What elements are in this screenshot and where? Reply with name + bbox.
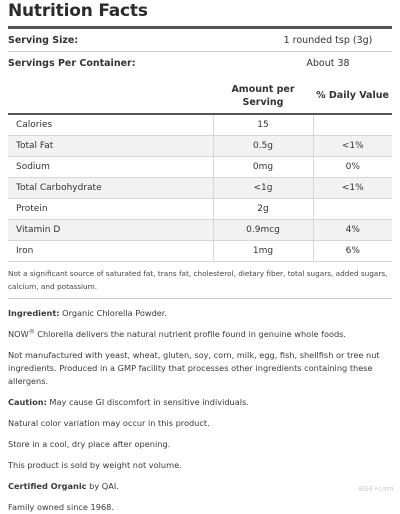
- storage-paragraph: Store in a cool, dry place after opening.: [8, 438, 171, 449]
- nutrient-dv: [313, 114, 392, 135]
- nutrient-dv: 6%: [313, 240, 392, 261]
- certified-text: by QAI.: [86, 480, 119, 491]
- nutrient-dv: <1%: [313, 177, 392, 198]
- caution-text: May cause GI discomfort in sensitive individuals.: [46, 396, 249, 407]
- nutrient-dv: <1%: [313, 135, 392, 156]
- amount-header: [213, 78, 313, 114]
- brand-name: NOW: [8, 328, 29, 339]
- nutrient-amount: 15: [213, 114, 313, 135]
- amount-header-line2: Serving: [242, 96, 284, 108]
- caution-label: Caution:: [8, 396, 47, 407]
- nutrient-name: Iron: [8, 240, 213, 261]
- servings-per-container-value: About 38: [306, 57, 350, 69]
- nutrient-dv: [313, 198, 392, 219]
- ingredient-paragraph: [8, 307, 392, 320]
- serving-size-label: Serving Size:: [8, 34, 79, 46]
- now-description-text: Chlorella delivers the natural nutrient profile found in genuine whole foods.: [34, 328, 347, 339]
- amount-header-line1: Amount per: [231, 83, 295, 95]
- family-paragraph: Family owned since 1968.: [8, 501, 114, 512]
- certified-paragraph: [8, 480, 392, 493]
- nutrient-amount: 2g: [213, 198, 313, 219]
- table-row: [8, 219, 392, 240]
- serving-size-value: 1 rounded tsp (3g): [283, 34, 373, 46]
- weight-paragraph: This product is sold by weight not volume.: [8, 459, 182, 470]
- nutrient-name: Vitamin D: [8, 219, 213, 240]
- table-row: [8, 135, 392, 156]
- nutrient-amount: 0.9mcg: [213, 219, 313, 240]
- ingredient-label: Ingredient:: [8, 307, 60, 318]
- now-description-paragraph: [8, 328, 392, 341]
- nutrient-amount: 1mg: [213, 240, 313, 261]
- nutrition-table: [8, 78, 392, 262]
- color-variation-paragraph: Natural color variation may occur in this product.: [8, 417, 210, 428]
- caution-paragraph: [8, 396, 392, 409]
- nutrient-name: Total Fat: [8, 135, 213, 156]
- nutrition-facts-title: Nutrition Facts: [8, 1, 148, 21]
- serving-size-row: [8, 29, 392, 51]
- table-row: [8, 177, 392, 198]
- nutrient-dv: 0%: [313, 156, 392, 177]
- table-row: [8, 240, 392, 261]
- certified-label: Certified Organic: [8, 480, 87, 491]
- nutrient-dv: 4%: [313, 219, 392, 240]
- nutrient-amount: <1g: [213, 177, 313, 198]
- table-header-row: [8, 78, 392, 114]
- nutrient-name: Protein: [8, 198, 213, 219]
- nutrition-footnote: Not a significant source of saturated fat, trans fat, cholesterol, dietary fiber, total sugars, added sugars, calcium, and potassium.: [8, 262, 392, 299]
- allergen-paragraph: Not manufactured with yeast, wheat, gluten, soy, corn, milk, egg, fish, shellfish or tree nut ingredients. Produced in a GMP facility that processes other ingredients containing these allergens.: [8, 349, 380, 386]
- nutrient-amount: 0mg: [213, 156, 313, 177]
- nutrient-name: Total Carbohydrate: [8, 177, 213, 198]
- servings-per-container-label: Servings Per Container:: [8, 57, 136, 69]
- registered-mark: ®: [28, 327, 35, 335]
- ingredient-text: Organic Chlorella Powder.: [59, 307, 168, 318]
- nutrient-amount: 0.5g: [213, 135, 313, 156]
- nutrient-name: Sodium: [8, 156, 213, 177]
- table-row: [8, 114, 392, 135]
- servings-per-container-row: [8, 52, 392, 74]
- table-row: [8, 156, 392, 177]
- watermark: BGF•com: [358, 485, 394, 493]
- nutrient-name: Calories: [8, 114, 213, 135]
- daily-value-header: % Daily Value: [316, 90, 389, 101]
- nutrient-header: [8, 78, 213, 114]
- table-row: [8, 198, 392, 219]
